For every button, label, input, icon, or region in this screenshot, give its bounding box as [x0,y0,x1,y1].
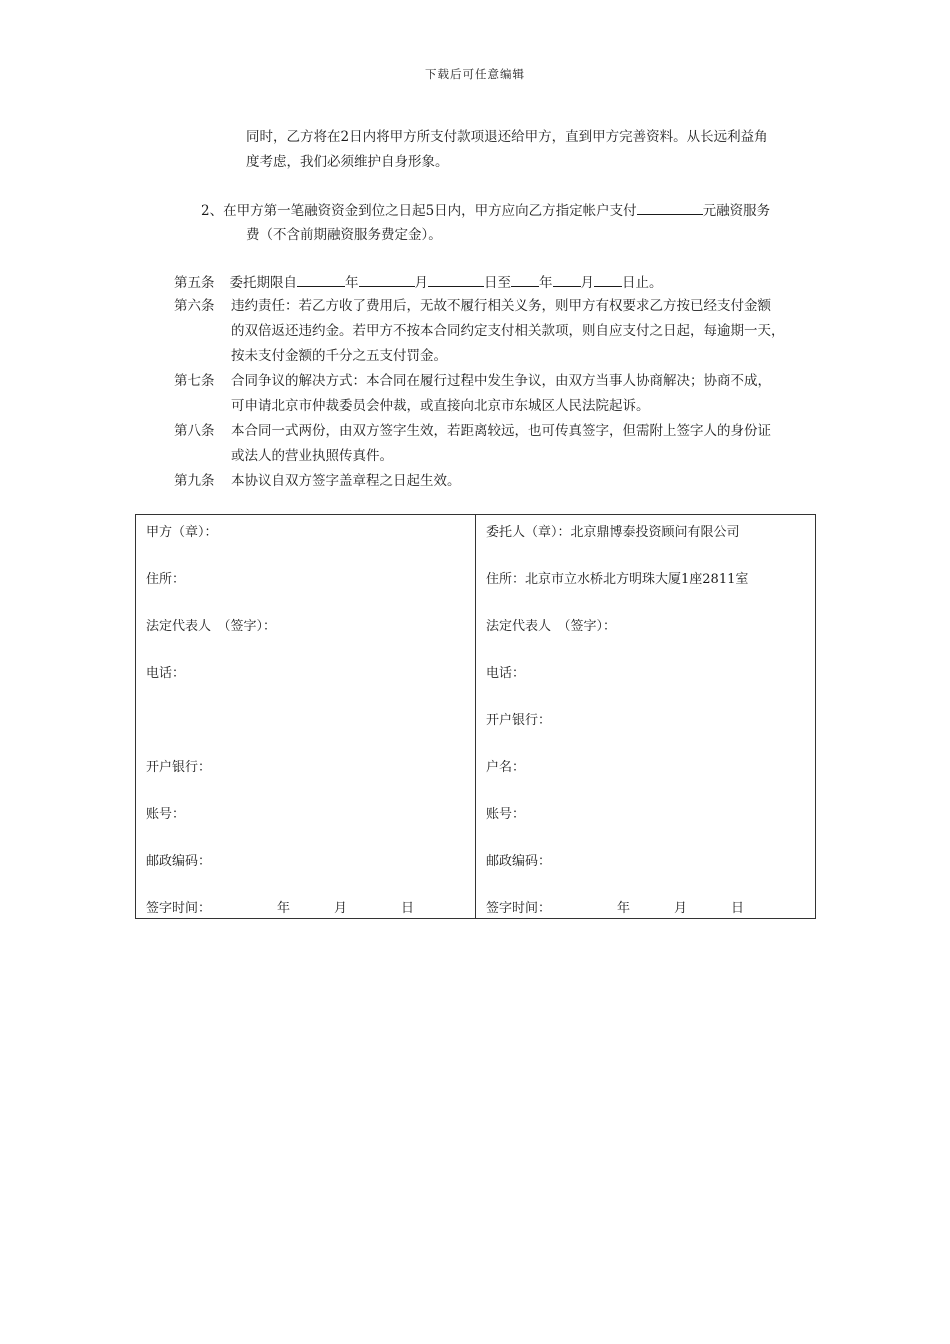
day-label: 日 [401,901,415,916]
fee-amount-blank[interactable] [637,199,703,215]
party-b-bank[interactable]: 开户银行： [486,713,552,728]
party-a-bank[interactable]: 开户银行： [146,760,212,775]
year-label: 年 [277,901,291,916]
article-8-line1: 本合同一式两份，由双方签字生效，若距离较远，也可传真签字，但需附上签字人的身份证 [231,423,771,439]
party-a-cell [136,515,476,919]
para2-line1 [201,199,770,219]
year-label: 年 [539,275,553,291]
party-b-account-name[interactable]: 户名： [486,760,526,775]
start-day-blank[interactable] [428,271,484,287]
month-label: 月 [580,275,594,291]
party-a-postcode[interactable]: 邮政编码： [146,854,212,869]
year-label: 年 [617,901,631,916]
para1-line1: 同时，乙方将在2日内将甲方所支付款项退还给甲方，直到甲方完善资料。从长远利益角 [246,129,768,145]
article-9-number: 第九条 [174,473,215,489]
year-label: 年 [345,275,359,291]
article-5-number: 第五条 [174,275,215,291]
article-5-text: 委托期限自 [229,275,297,291]
party-b-postcode[interactable]: 邮政编码： [486,854,552,869]
day-label: 日至 [484,275,511,291]
signature-table [135,514,816,919]
party-a-representative[interactable]: 法定代表人 （签字）： [146,619,277,634]
sign-time-label: 签字时间： [146,901,212,916]
para2-text: 2、在甲方第一笔融资资金到位之日起5日内，甲方应向乙方指定帐户支付 [201,203,637,219]
article-5 [174,271,663,291]
party-b-seal[interactable]: 委托人（章）：北京鼎博泰投资顾问有限公司 [486,525,740,540]
end-year-blank[interactable] [511,271,539,287]
party-a-address[interactable]: 住所： [146,572,186,587]
month-label: 月 [334,901,348,916]
party-b-phone[interactable]: 电话： [486,666,526,681]
end-month-blank[interactable] [553,271,581,287]
article-7-number: 第七条 [174,373,215,389]
start-year-blank[interactable] [297,271,345,287]
page-header: 下载后可任意编辑 [425,67,525,81]
party-b-account[interactable]: 账号： [486,807,526,822]
article-6-line1: 违约责任：若乙方收了费用后，无故不履行相关义务，则甲方有权要求乙方按已经支付金额 [231,298,771,314]
article-6-line3: 按未支付金额的千分之五支付罚金。 [231,348,447,364]
party-a-sign-time[interactable] [146,897,414,916]
day-label: 日止。 [622,275,663,291]
article-8-number: 第八条 [174,423,215,439]
month-label: 月 [414,275,428,291]
sign-time-label: 签字时间： [486,901,552,916]
article-9-line1: 本协议自双方签字盖章程之日起生效。 [231,473,461,489]
party-b-cell [476,515,816,919]
party-a-phone[interactable]: 电话： [146,666,186,681]
article-7-line2: 可申请北京市仲裁委员会仲裁，或直接向北京市东城区人民法院起诉。 [231,398,650,414]
party-b-address[interactable]: 住所：北京市立水桥北方明珠大厦1座2811室 [486,572,749,587]
para2-line2: 费（不含前期融资服务费定金）。 [246,227,442,243]
article-6-number: 第六条 [174,298,215,314]
day-label: 日 [731,901,745,916]
party-b-representative[interactable]: 法定代表人 （签字）： [486,619,617,634]
article-7-line1: 合同争议的解决方式：本合同在履行过程中发生争议，由双方当事人协商解决；协商不成， [231,373,771,389]
article-8-line2: 或法人的营业执照传真件。 [231,448,393,464]
party-a-seal[interactable]: 甲方（章）： [146,525,218,540]
para1-line2: 度考虑，我们必须维护自身形象。 [246,154,449,170]
month-label: 月 [674,901,688,916]
party-b-sign-time[interactable] [486,897,744,916]
article-6-line2: 的双倍返还违约金。若甲方不按本合同约定支付相关款项，则自应支付之日起，每逾期一天， [231,323,785,339]
start-month-blank[interactable] [359,271,415,287]
para2-text-post: 元融资服务 [702,203,771,219]
end-day-blank[interactable] [594,271,622,287]
party-a-account[interactable]: 账号： [146,807,186,822]
